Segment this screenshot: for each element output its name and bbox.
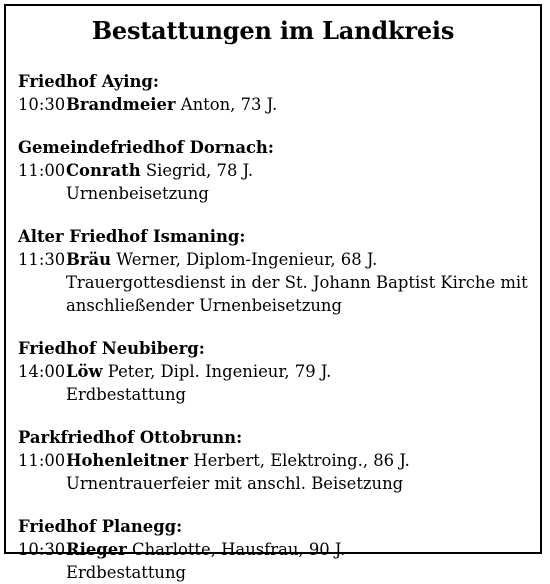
- cemetery-name: Friedhof Neubiberg:: [18, 339, 205, 358]
- deceased-details: Charlotte, Hausfrau, 90 J.: [132, 540, 346, 559]
- burial-section: [18, 71, 540, 116]
- burial-time: 11:00: [18, 161, 66, 180]
- deceased-details: Anton, 73 J.: [180, 95, 278, 114]
- deceased-surname: Bräu: [66, 250, 112, 269]
- cemetery-name: Friedhof Planegg:: [18, 517, 183, 536]
- ceremony-note: Erdbestattung: [66, 385, 187, 404]
- burial-text: [66, 449, 540, 495]
- ceremony-note: Trauergottesdienst in der St. Johann Baptist Kirche mit anschließender Urnenbeisetzung: [66, 273, 528, 315]
- burial-entry: [18, 538, 540, 584]
- burial-list: [6, 71, 540, 584]
- burial-section: [18, 226, 540, 317]
- burial-time: 11:00: [18, 451, 66, 470]
- burial-section: [18, 427, 540, 495]
- burial-entry: [18, 93, 540, 116]
- cemetery-name: Parkfriedhof Ottobrunn:: [18, 428, 243, 447]
- deceased-details: Siegrid, 78 J.: [145, 161, 254, 180]
- burial-text: [66, 159, 540, 205]
- burial-text: [66, 360, 540, 406]
- deceased-surname: Rieger: [66, 540, 127, 559]
- burial-entry: [18, 360, 540, 406]
- burial-section: [18, 516, 540, 584]
- cemetery-name: Gemeindefriedhof Dornach:: [18, 138, 274, 157]
- burial-text: [66, 93, 540, 116]
- deceased-surname: Conrath: [66, 161, 141, 180]
- deceased-details: Herbert, Elektroing., 86 J.: [193, 451, 410, 470]
- deceased-surname: Löw: [66, 362, 103, 381]
- burial-entry: [18, 449, 540, 495]
- notice-frame: [4, 4, 542, 582]
- burial-entry: [18, 248, 540, 317]
- ceremony-note: Urnenbeisetzung: [66, 184, 209, 203]
- cemetery-name: Friedhof Aying:: [18, 72, 159, 91]
- deceased-surname: Brandmeier: [66, 95, 176, 114]
- burial-time: 11:30: [18, 250, 66, 269]
- burial-text: [66, 538, 540, 584]
- burial-entry: [18, 159, 540, 205]
- burial-time: 10:30: [18, 540, 66, 559]
- deceased-surname: Hohenleitner: [66, 451, 189, 470]
- cemetery-name: Alter Friedhof Ismaning:: [18, 227, 246, 246]
- burial-section: [18, 338, 540, 406]
- ceremony-note: Urnentrauerfeier mit anschl. Beisetzung: [66, 474, 404, 493]
- deceased-details: Werner, Diplom-Ingenieur, 68 J.: [116, 250, 378, 269]
- ceremony-note: Erdbestattung: [66, 563, 187, 582]
- burial-time: 10:30: [18, 95, 66, 114]
- burial-section: [18, 137, 540, 205]
- burial-time: 14:00: [18, 362, 66, 381]
- page-title: Bestattungen im Landkreis: [91, 16, 455, 45]
- deceased-details: Peter, Dipl. Ingenieur, 79 J.: [107, 362, 332, 381]
- burial-text: [66, 248, 540, 317]
